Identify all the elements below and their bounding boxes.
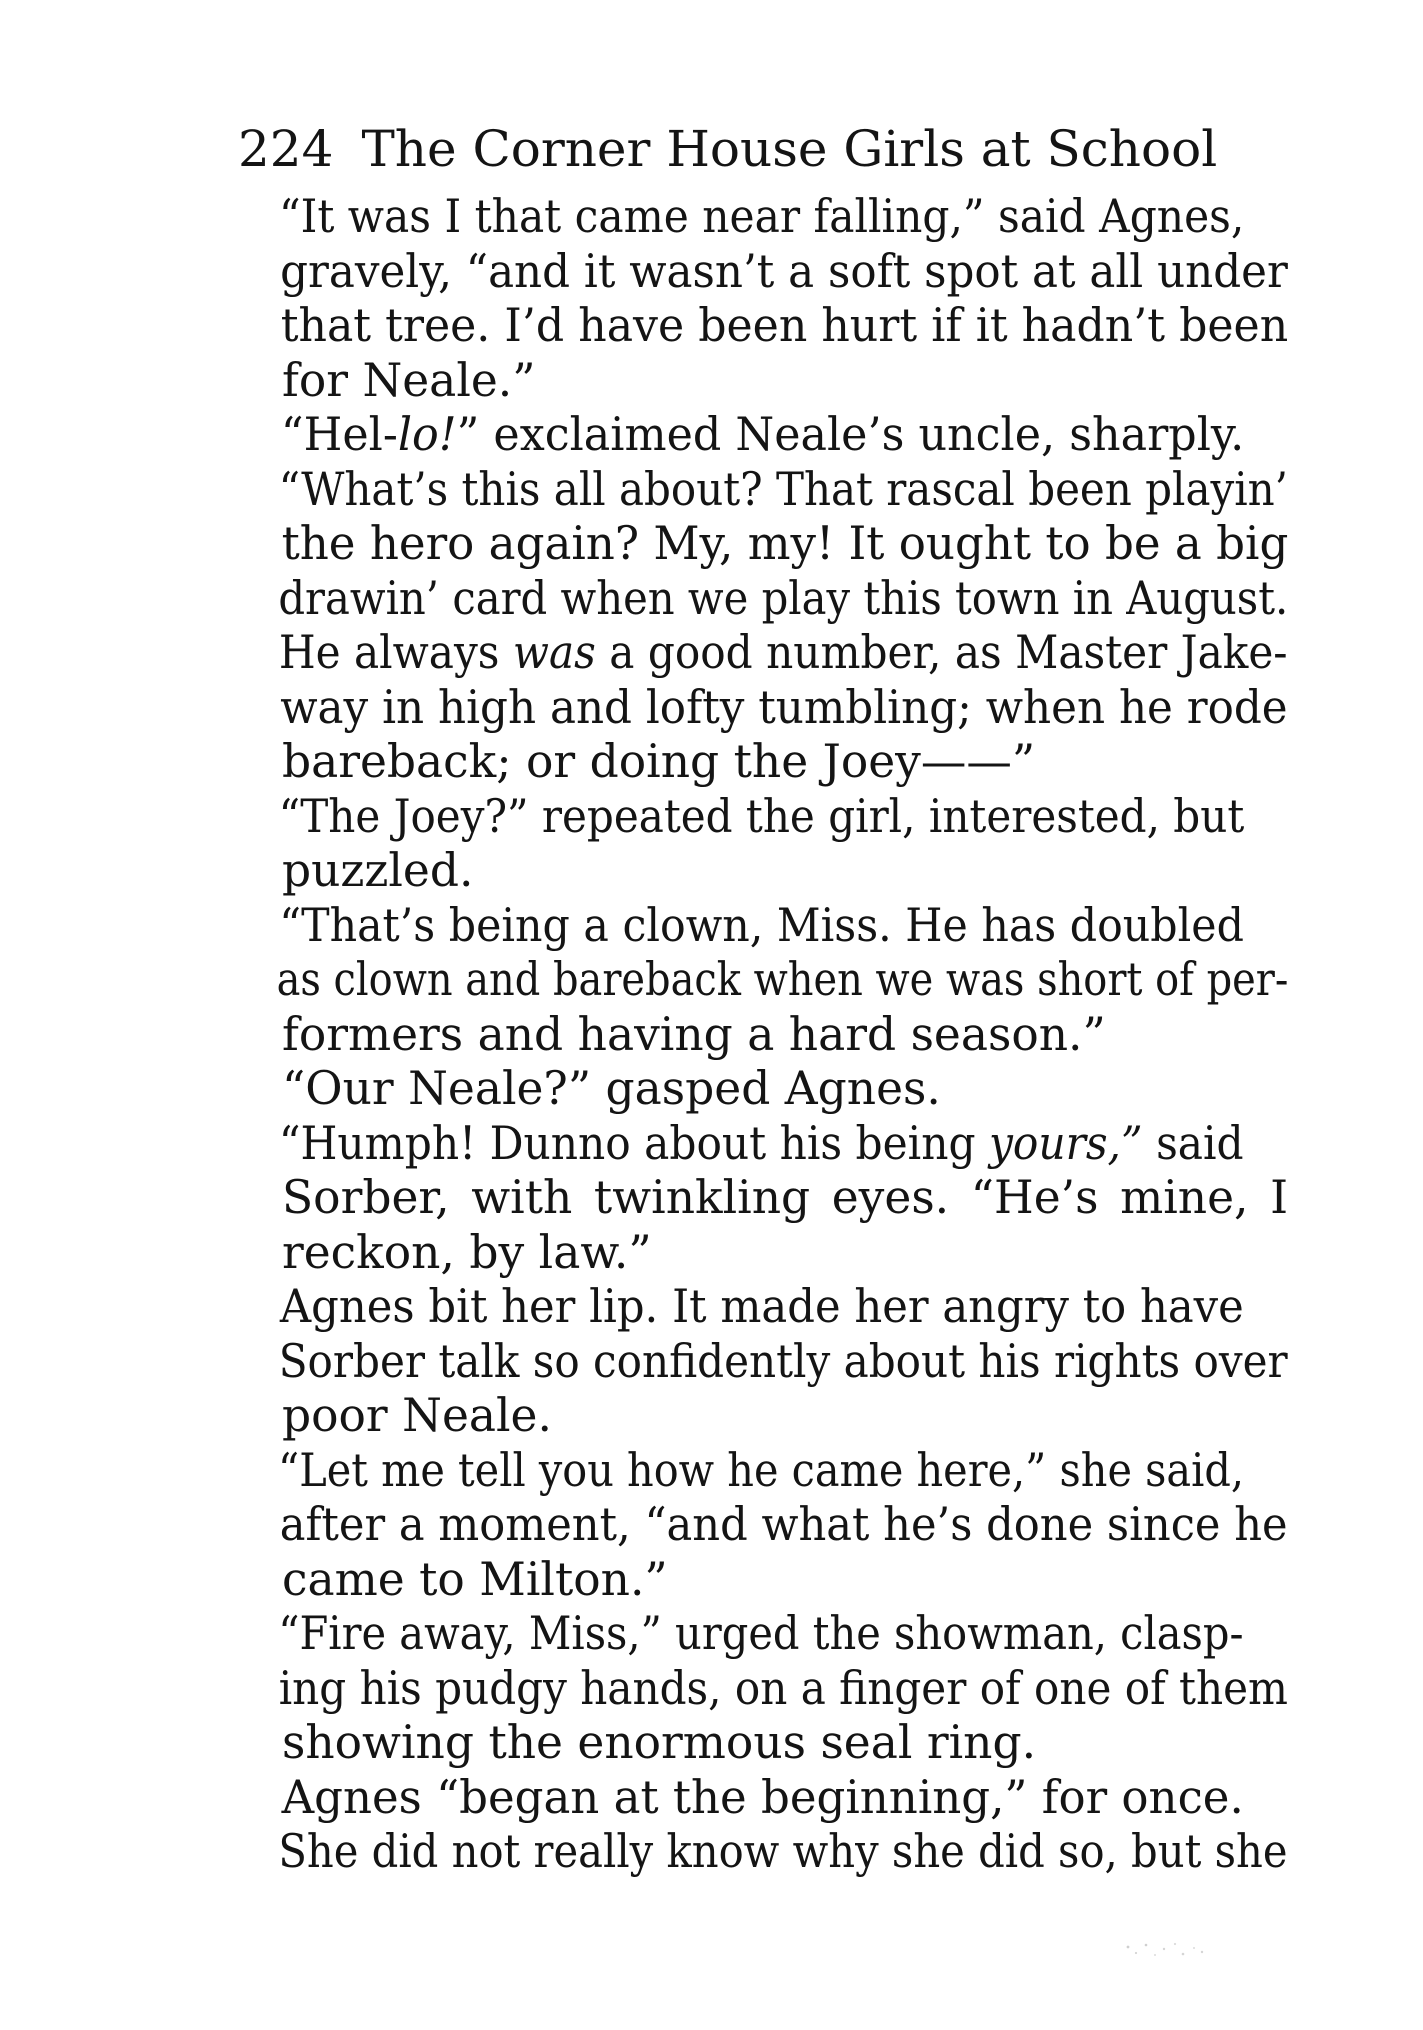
- book-page: [238, 110, 1288, 1880]
- text-line: bareback; or doing the Joey——”: [282, 735, 1036, 788]
- text-run: a good number, as Master Jake-: [595, 626, 1288, 679]
- text-run: said: [1142, 1116, 1244, 1170]
- text-line: way in high and lofty tumbling; when he rode: [280, 680, 1288, 734]
- text-line: as clown and bareback when we was short of per-: [276, 953, 1289, 1006]
- text-line: poor Neale.: [282, 1389, 552, 1442]
- text-line: She did not really know why she did so, but she: [278, 1825, 1288, 1878]
- text-line: “It was I that came near falling,” said Agnes,: [278, 190, 1245, 243]
- paragraph: [238, 408, 1288, 790]
- running-title: The Corner House Girls at School: [361, 120, 1218, 178]
- text-line: after a moment, “and what he’s done since he: [279, 1498, 1288, 1551]
- paragraph: [238, 1607, 1288, 1771]
- text-run: “Humph! Dunno about his being: [278, 1116, 989, 1170]
- text-line: formers and having a hard season.”: [282, 1007, 1106, 1061]
- scan-speckle-mark: [1120, 1935, 1210, 1965]
- text-line: “That’s being a clown, Miss. He has doubled: [279, 898, 1244, 952]
- text-line: Sorber, with twinkling eyes. “He’s mine, I: [282, 1171, 1289, 1224]
- running-header: [238, 110, 1288, 190]
- text-line: drawin’ card when we play this town in August.: [278, 571, 1289, 625]
- text-line: [238, 626, 1288, 681]
- text-run: He always: [278, 626, 513, 679]
- text-line: ing his pudgy hands, on a finger of one of them: [278, 1661, 1288, 1715]
- emphasis-text: yours,”: [988, 1116, 1143, 1170]
- text-line: “Let me tell you how he came here,” she said,: [278, 1443, 1245, 1497]
- paragraph: [238, 1062, 1288, 1117]
- text-line: Sorber talk so confidently about his rights over: [278, 1334, 1288, 1388]
- paragraph: [238, 899, 1288, 1063]
- body-text: [238, 190, 1288, 1880]
- paragraph: [238, 1444, 1288, 1608]
- text-line: “What’s this all about? That rascal been playin’: [278, 462, 1289, 516]
- emphasis-text: lo!: [397, 408, 457, 461]
- text-line: that tree. I’d have been hurt if it hadn’t been: [280, 299, 1289, 352]
- text-line: showing the enormous seal ring.: [282, 1716, 1037, 1769]
- text-line: gravely, “and it wasn’t a soft spot at all under: [280, 244, 1288, 298]
- paragraph: [238, 1771, 1288, 1880]
- paragraph: [238, 790, 1288, 899]
- text-line: Agnes bit her lip. It made her angry to have: [279, 1280, 1244, 1333]
- text-line: [238, 1117, 1244, 1172]
- text-line: “Fire away, Miss,” urged the showman, clasp-: [278, 1607, 1244, 1660]
- text-run: “Hel-: [280, 408, 398, 461]
- page-number: 224: [238, 120, 334, 178]
- text-line: the hero again? My, my! It ought to be a big: [281, 517, 1289, 570]
- text-line: “Our Neale?” gasped Agnes.: [282, 1062, 941, 1115]
- emphasis-text: was: [512, 626, 596, 679]
- text-line: reckon, by law.”: [282, 1225, 652, 1279]
- paragraph: [238, 1117, 1288, 1281]
- text-line: came to Milton.”: [282, 1552, 668, 1606]
- text-line: for Neale.”: [282, 353, 536, 407]
- text-run: ” exclaimed Neale’s uncle, sharply.: [456, 408, 1245, 461]
- text-line: “The Joey?” repeated the girl, interested, but: [278, 789, 1245, 843]
- paragraph: [238, 1280, 1288, 1444]
- paragraph: [238, 190, 1288, 408]
- text-line: [238, 408, 1244, 463]
- text-line: Agnes “began at the beginning,” for once.: [281, 1770, 1244, 1824]
- text-line: puzzled.: [282, 844, 474, 897]
